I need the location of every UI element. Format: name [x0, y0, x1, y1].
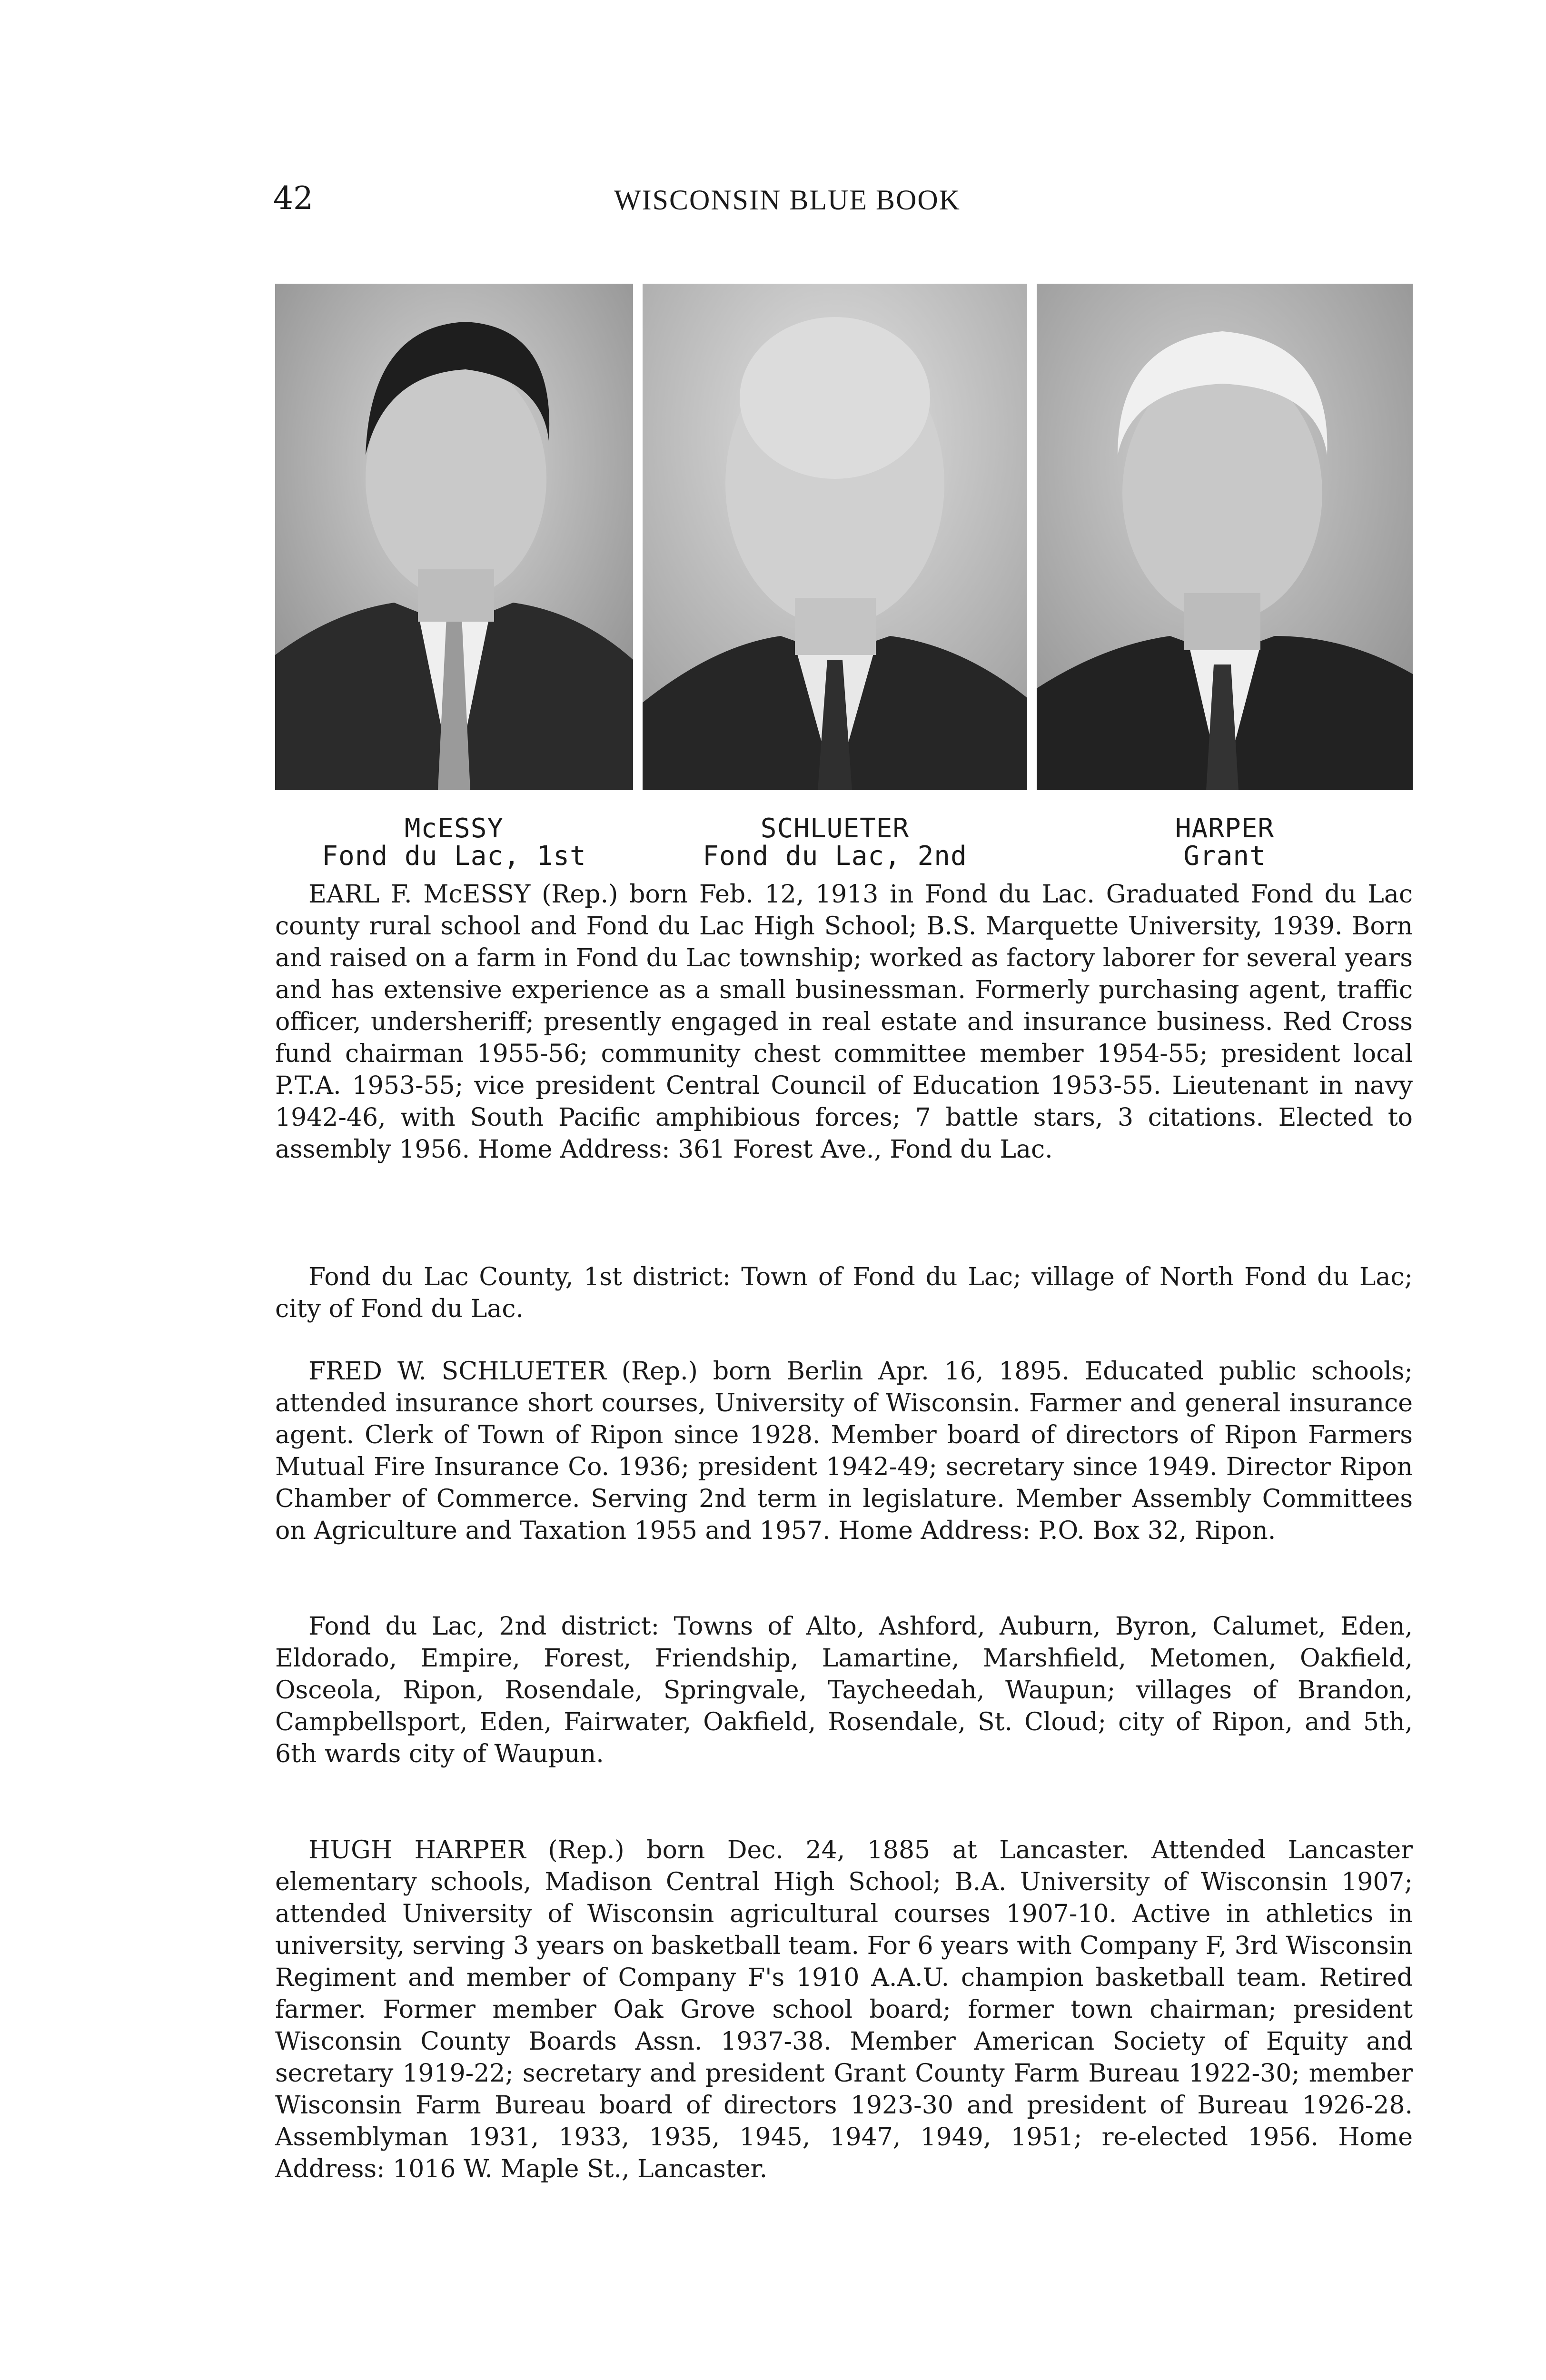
- district-description-mcessy: [275, 1261, 1413, 1325]
- portrait-caption-harper: [1037, 815, 1413, 870]
- caption-name: HARPER: [1175, 813, 1275, 844]
- district-description-schlueter: [275, 1611, 1413, 1770]
- biography-paragraph: FRED W. SCHLUETER (Rep.) born Berlin Apr. 16, 1895. Educated public schools; attended insurance short courses, University of Wisconsin. Farmer and general insurance agent. Clerk of Town of Ripon since 1928. Member board of directors of Ripon Farmers Mutual Fire Insurance Co. 1936; president 1942-49; secretary since 1949. Director Ripon Chamber of Commerce. Serving 2nd term in legislature. Member Assembly Committees on Agriculture and Taxation 1955 and 1957. Home Address: P.O. Box 32, Ripon.: [275, 1357, 1413, 1545]
- biography-harper: [275, 1835, 1413, 2185]
- portrait-image: [643, 284, 1027, 790]
- running-head: WISCONSIN BLUE BOOK: [614, 184, 961, 216]
- portrait-image: [1037, 284, 1413, 790]
- caption-name: SCHLUETER: [760, 813, 910, 844]
- caption-district: Grant: [1183, 841, 1266, 872]
- caption-district: Fond du Lac, 1st: [322, 841, 586, 872]
- district-paragraph: Fond du Lac, 2nd district: Towns of Alto, Ashford, Auburn, Byron, Calumet, Eden, Eldorado, Empire, Forest, Friendship, Lamartine, Marshfield, Metomen, Oakfield, Osceola, Ripon, Rosendale, Springvale, Taycheedah, Waupun; villages of Brandon, Campbellsport, Eden, Fairwater, Oakfield, Rosendale, St. Cloud; city of Ripon, and 5th, 6th wards city of Waupun.: [275, 1612, 1413, 1768]
- district-paragraph: Fond du Lac County, 1st district: Town of Fond du Lac; village of North Fond du Lac; city of Fond du Lac.: [275, 1263, 1413, 1323]
- portrait-image: [275, 284, 633, 790]
- biography-schlueter: [275, 1356, 1413, 1547]
- portrait-photo-harper: [1037, 284, 1413, 790]
- portrait-caption-mcessy: [275, 815, 633, 870]
- portrait-caption-schlueter: [643, 815, 1027, 870]
- caption-district: Fond du Lac, 2nd: [703, 841, 967, 872]
- biography-paragraph: EARL F. McESSY (Rep.) born Feb. 12, 1913 in Fond du Lac. Graduated Fond du Lac county rural school and Fond du Lac High School; B.S. Marquette University, 1939. Born and raised on a farm in Fond du Lac township; worked as factory laborer for several years and has extensive experience as a small businessman. Formerly purchasing agent, traffic officer, undersheriff; presently engaged in real estate and insurance business. Red Cross fund chairman 1955-56; community chest committee member 1954-55; president local P.T.A. 1953-55; vice president Central Council of Education 1953-55. Lieutenant in navy 1942-46, with South Pacific amphibious forces; 7 battle stars, 3 citations. Elected to assembly 1956. Home Address: 361 Forest Ave., Fond du Lac.: [275, 880, 1413, 1164]
- portrait-photo-schlueter: [643, 284, 1027, 790]
- portrait-photo-mcessy: [275, 284, 633, 790]
- biography-paragraph: HUGH HARPER (Rep.) born Dec. 24, 1885 at Lancaster. Attended Lancaster elementary schools, Madison Central High School; B.A. University of Wisconsin 1907; attended University of Wisconsin agricultural courses 1907-10. Active in athletics in university, serving 3 years on basketball team. For 6 years with Company F, 3rd Wisconsin Regiment and member of Company F's 1910 A.A.U. champion basketball team. Retired farmer. Former member Oak Grove school board; former town chairman; president Wisconsin County Boards Assn. 1937-38. Member American Society of Equity and secretary 1919-22; secretary and president Grant County Farm Bureau 1922-30; member Wisconsin Farm Bureau board of directors 1923-30 and president of Bureau 1926-28. Assemblyman 1931, 1933, 1935, 1945, 1947, 1949, 1951; re-elected 1956. Home Address: 1016 W. Maple St., Lancaster.: [275, 1836, 1413, 2183]
- caption-name: McESSY: [404, 813, 504, 844]
- page-number: 42: [273, 180, 313, 217]
- biography-mcessy: [275, 879, 1413, 1166]
